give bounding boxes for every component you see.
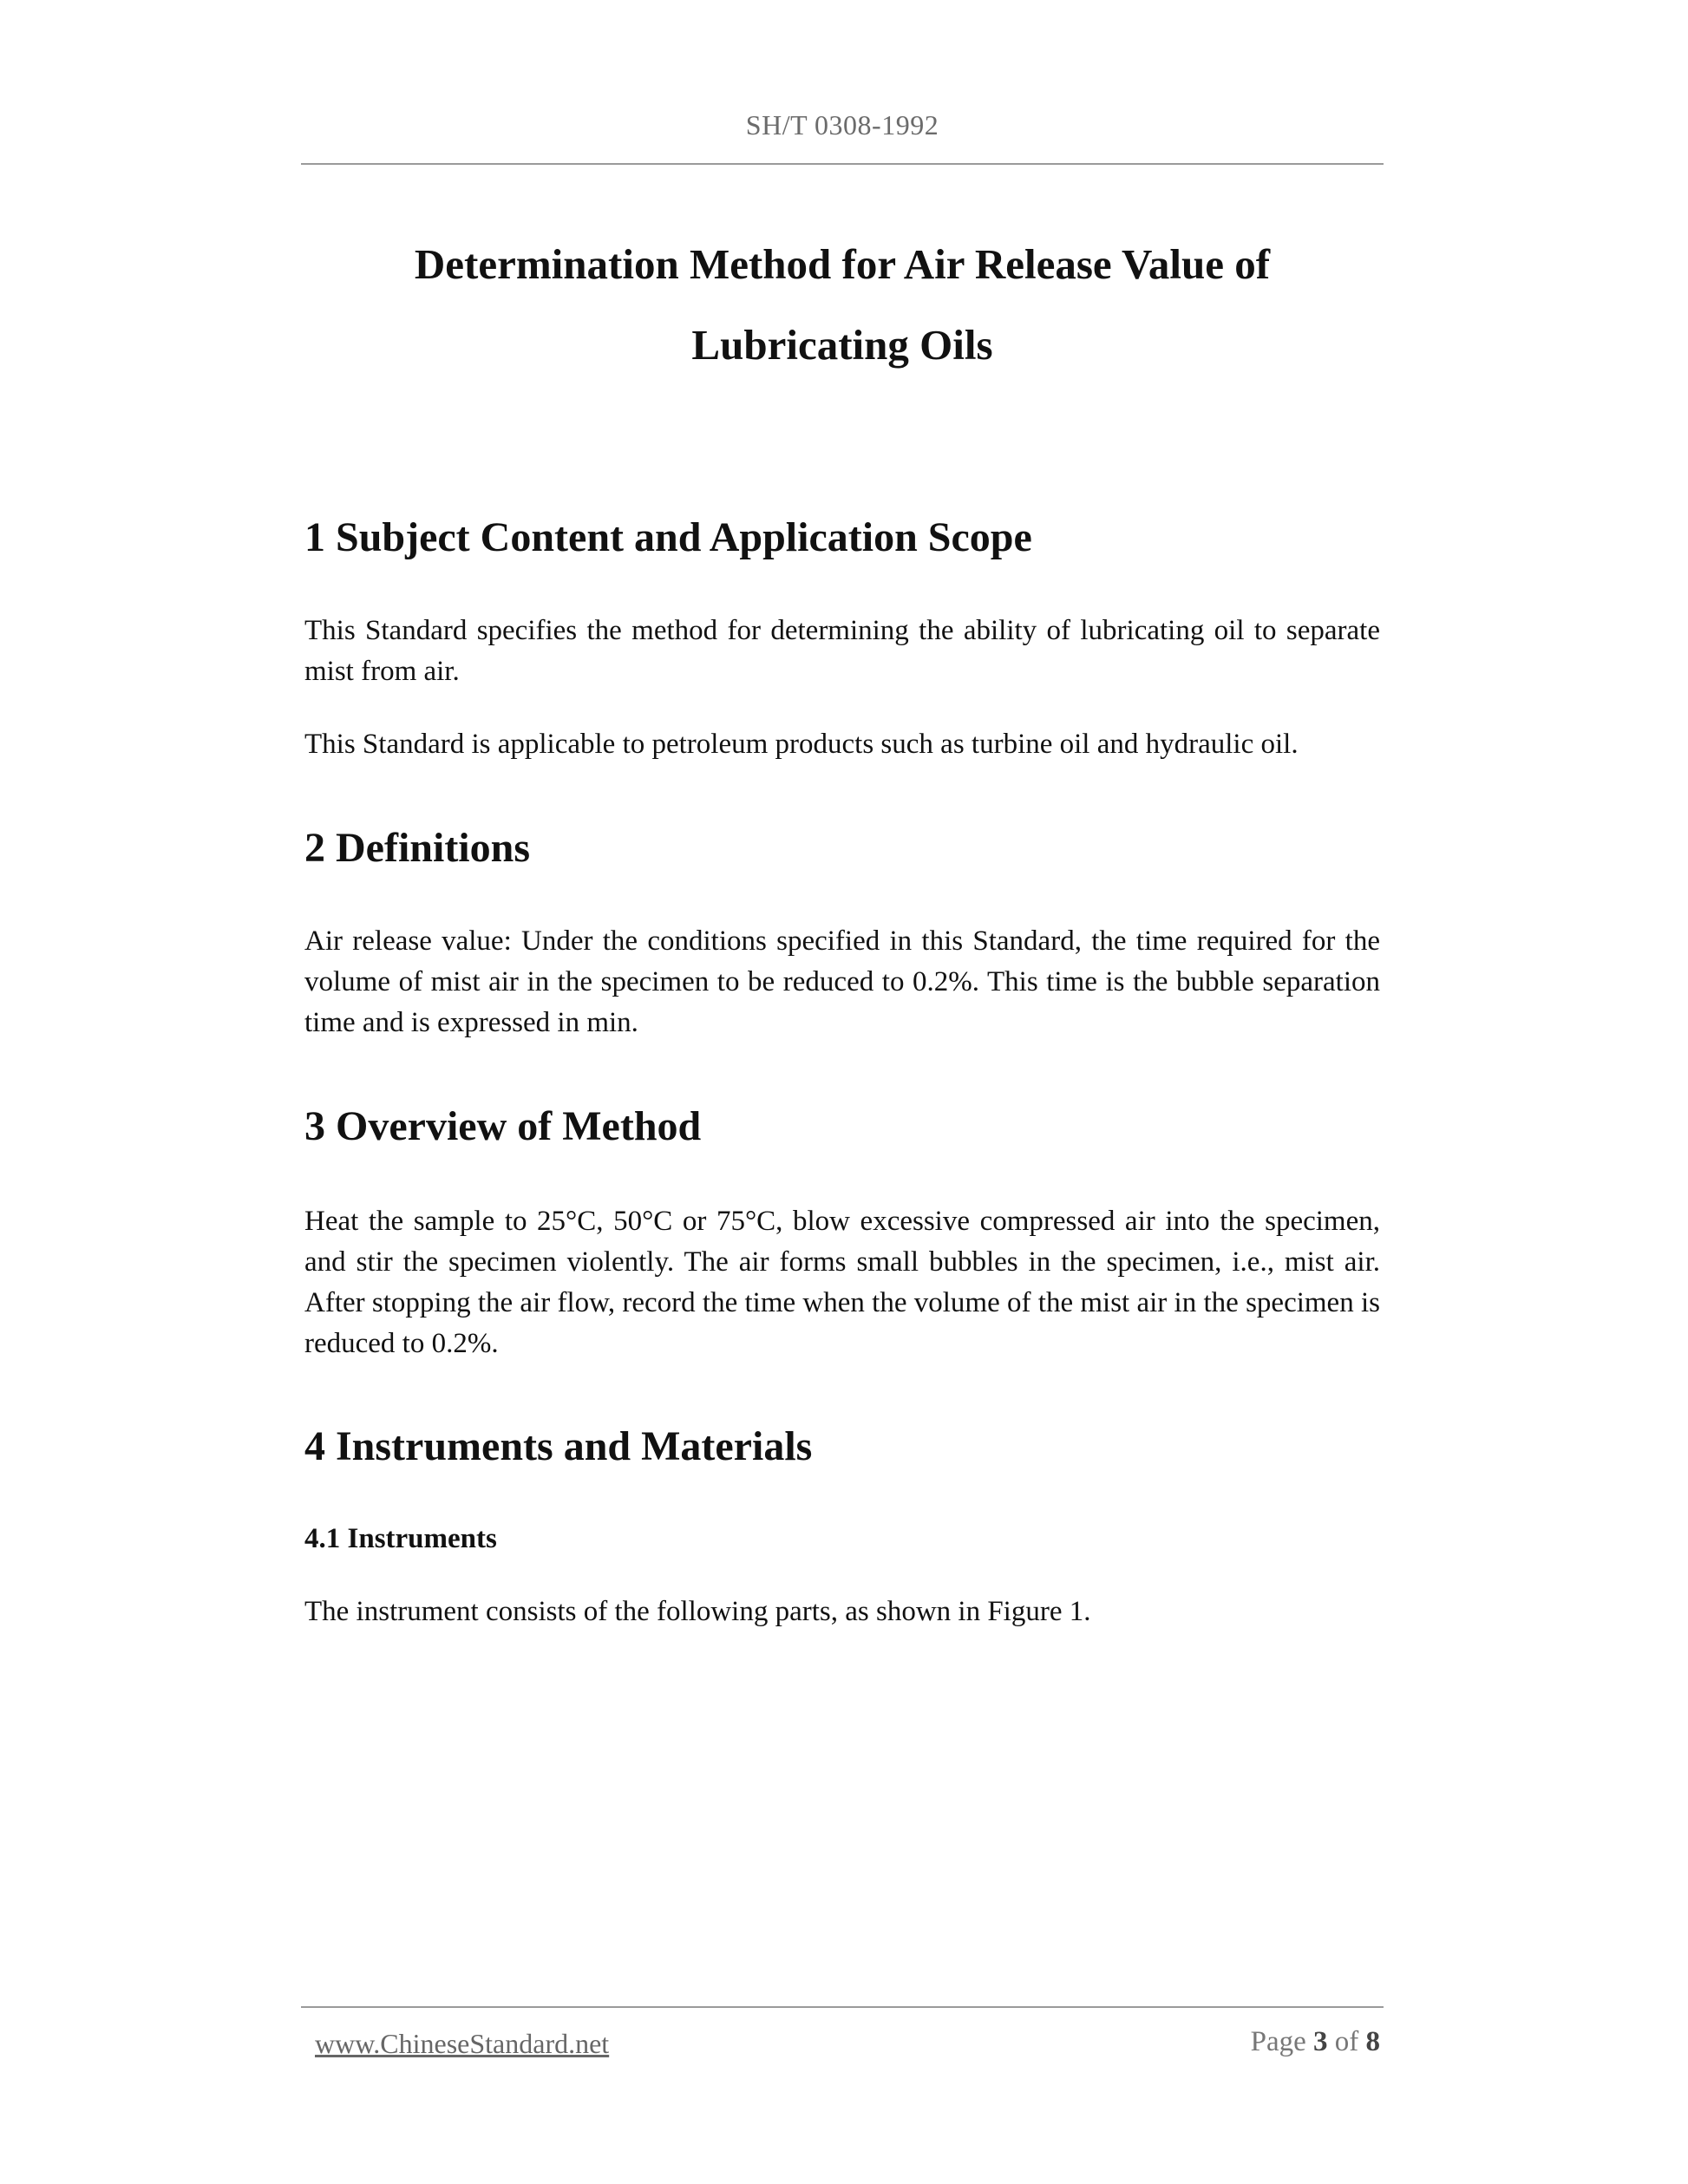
current-page-number: 3	[1313, 2026, 1328, 2057]
page-indicator	[1251, 2026, 1380, 2058]
section-4-heading: 4 Instruments and Materials	[304, 1423, 813, 1469]
document-title: Determination Method for Air Release Value of Lubricating Oils	[414, 240, 1271, 369]
section-1-paragraph-2: This Standard is applicable to petroleum products such as turbine oil and hydraulic oil.	[304, 729, 1299, 760]
footer-website-link[interactable]: www.ChineseStandard.net	[315, 2028, 610, 2059]
section-1-heading: 1 Subject Content and Application Scope	[304, 514, 1032, 560]
document-header-code: SH/T 0308-1992	[745, 109, 939, 141]
section-3-heading: 3 Overview of Method	[304, 1103, 702, 1149]
section-2-heading: 2 Definitions	[304, 825, 531, 871]
of-label: of	[1334, 2026, 1359, 2057]
section-2-paragraph-1: Air release value: Under the conditions specified in this Standard, the time required for the volume of mist air in the specimen to be reduced to 0.2%. This time is the bubble separation time and is expressed in min.	[304, 925, 1380, 1038]
section-1-paragraph-1: This Standard specifies the method for determining the ability of lubricating oil to separate mist from air.	[304, 615, 1380, 687]
section-3-paragraph-1: Heat the sample to 25°C, 50°C or 75°C, blow excessive compressed air into the specimen, and stir the specimen violently. The air forms small bubbles in the specimen, i.e., mist air. After stopping the air flow, record the time when the volume of the mist air in the specimen is reduced to 0.2%.	[304, 1206, 1380, 1359]
footer-divider	[301, 2006, 1384, 2008]
page-label: Page	[1250, 2026, 1306, 2057]
subsection-4-1-paragraph-1: The instrument consists of the following parts, as shown in Figure 1.	[304, 1596, 1091, 1627]
subsection-4-1-heading: 4.1 Instruments	[304, 1523, 497, 1554]
header-divider	[301, 163, 1384, 165]
total-pages-number: 8	[1365, 2026, 1380, 2057]
